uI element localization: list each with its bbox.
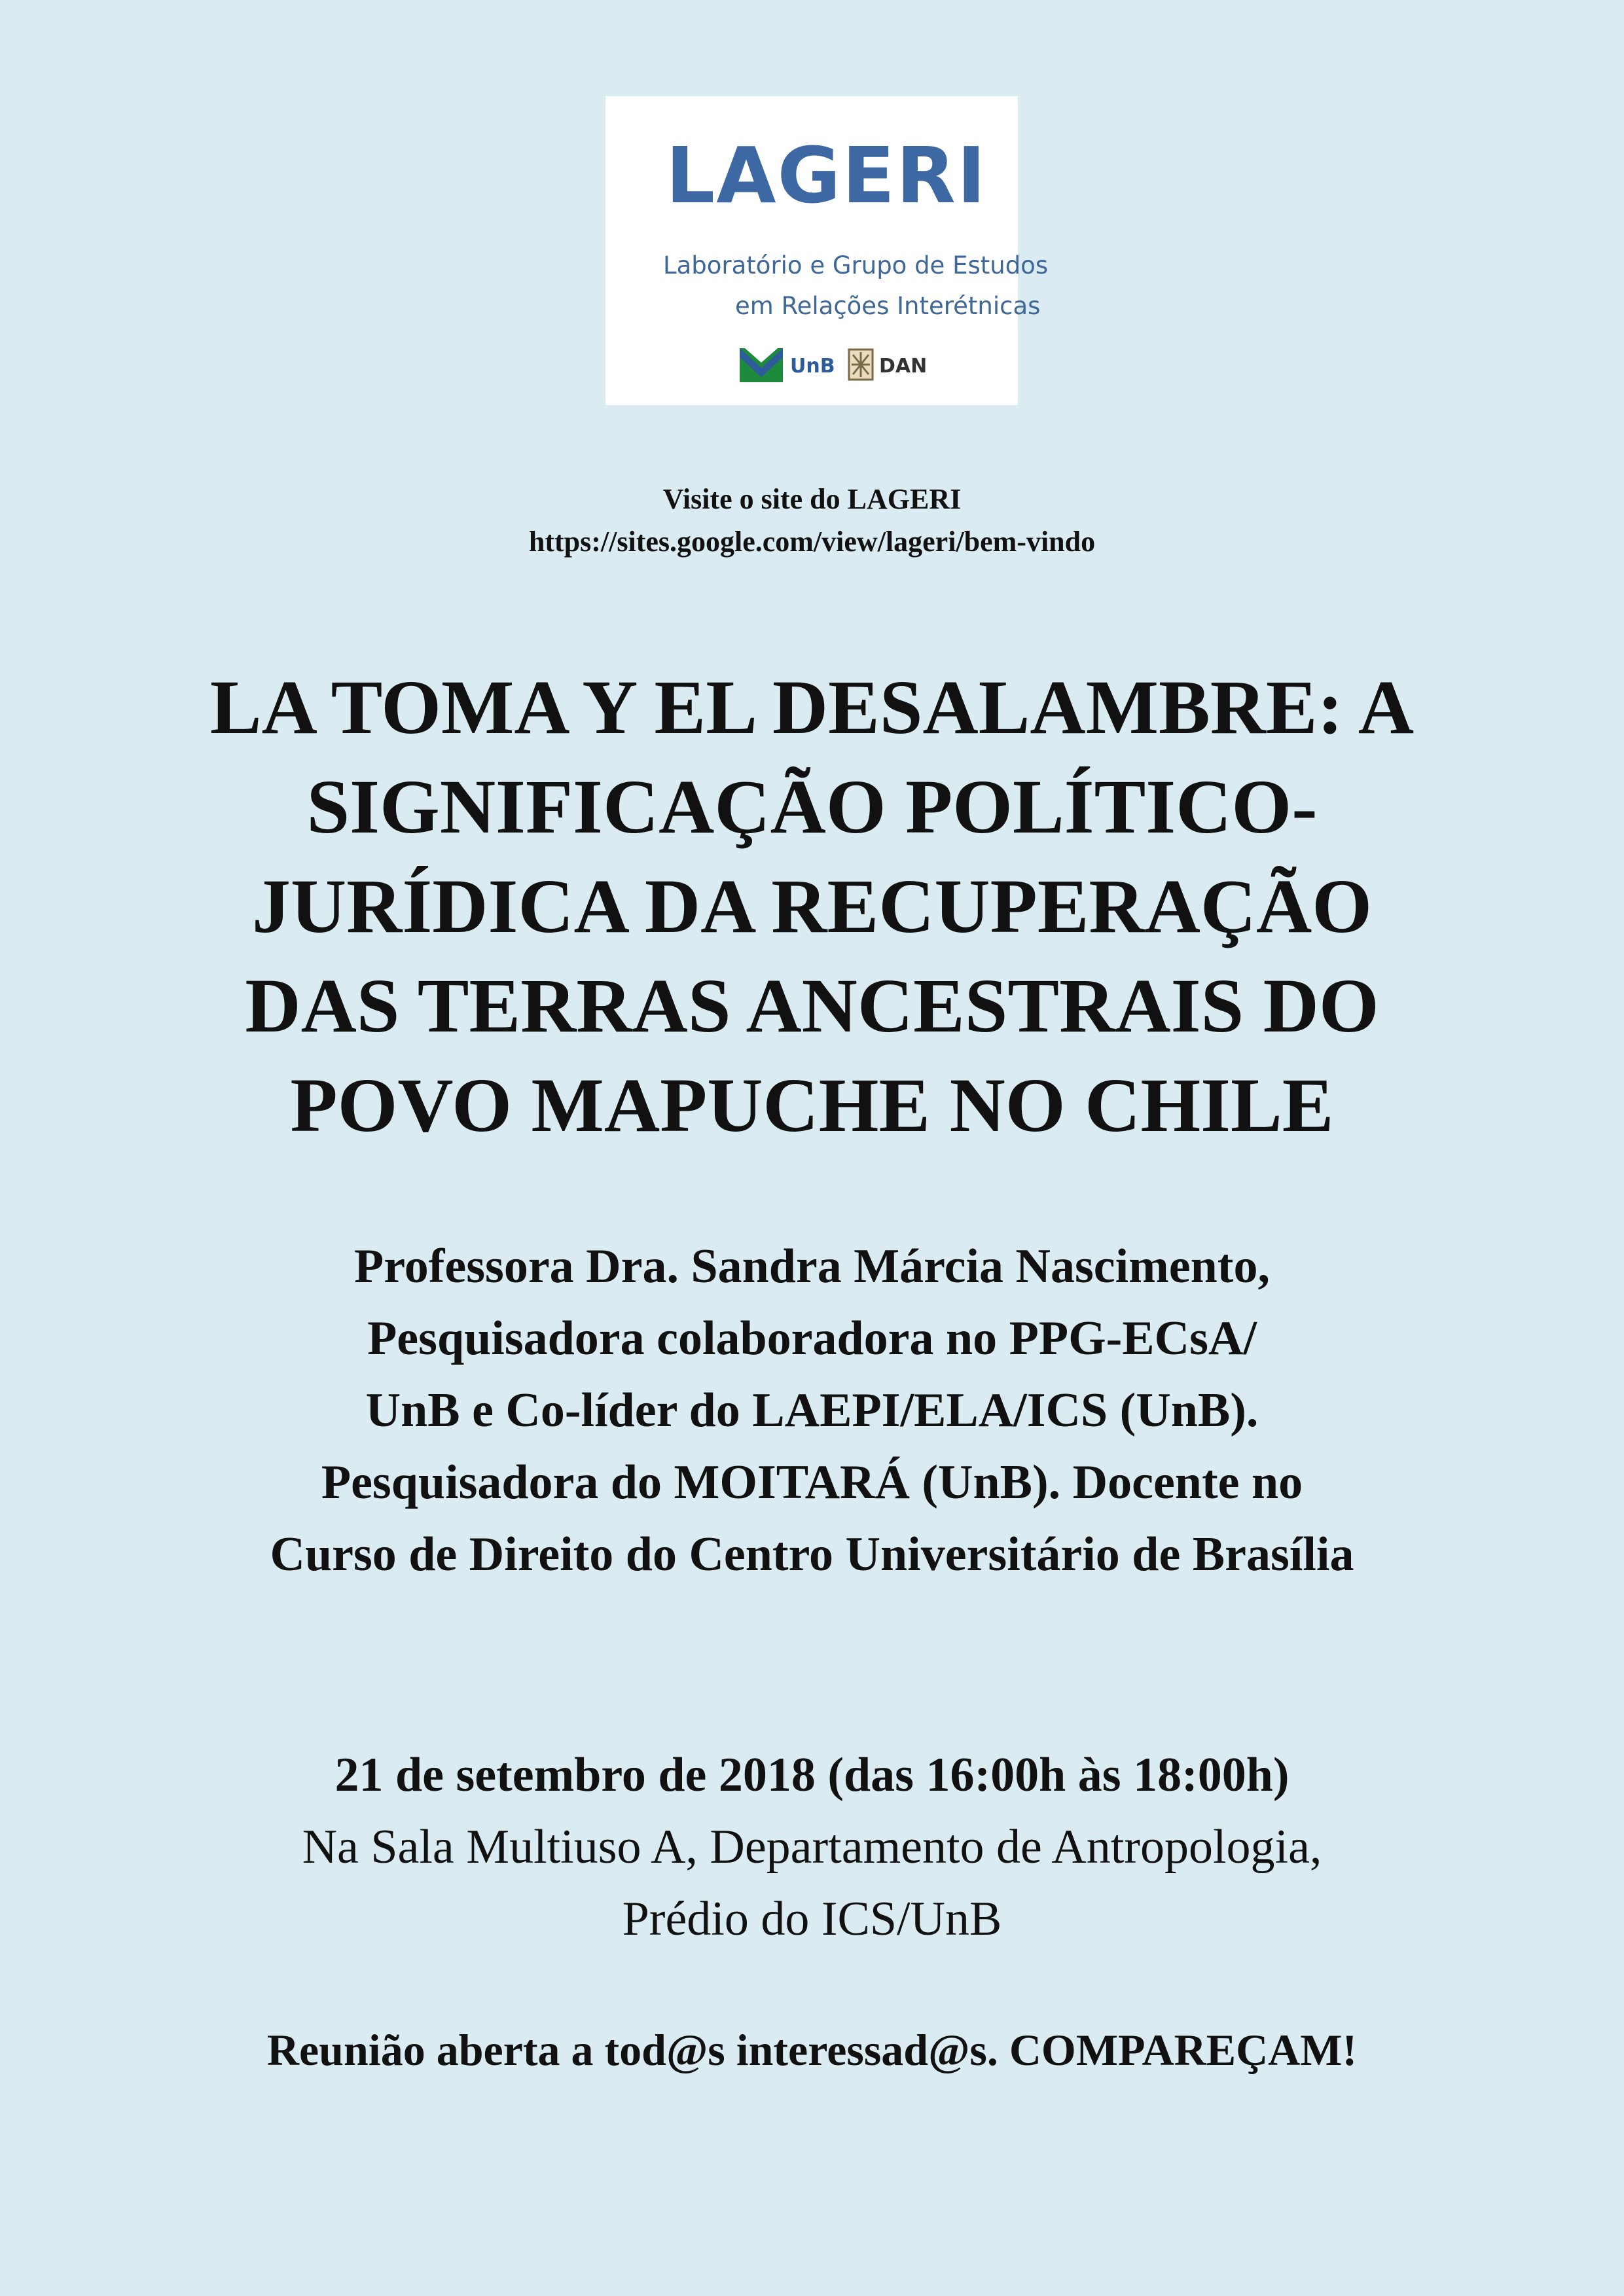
dan-icon bbox=[848, 348, 874, 381]
title-line: JURÍDICA DA RECUPERAÇÃO bbox=[251, 863, 1373, 949]
title-line: LA TOMA Y EL DESALAMBRE: A bbox=[209, 664, 1415, 750]
event-venue bbox=[0, 1811, 1624, 1955]
speaker-line: Pesquisadora colaboradora no PPG-ECsA/ bbox=[367, 1312, 1257, 1365]
site-url-link[interactable]: https://sites.google.com/view/lageri/bem-vindo bbox=[528, 526, 1096, 558]
venue-line: Prédio do ICS/UnB bbox=[622, 1892, 1002, 1946]
logo-subtitle-line2: em Relações Interétnicas bbox=[735, 292, 1041, 320]
speaker-info bbox=[0, 1230, 1624, 1590]
event-date: 21 de setembro de 2018 (das 16:00h às 18:00h) bbox=[334, 1748, 1290, 1802]
venue-line: Na Sala Multiuso A, Departamento de Antropologia, bbox=[302, 1820, 1322, 1874]
event-title bbox=[0, 658, 1624, 1155]
lageri-logo bbox=[605, 96, 1049, 405]
title-line: SIGNIFICAÇÃO POLÍTICO- bbox=[306, 764, 1318, 850]
speaker-line: Pesquisadora do MOITARÁ (UnB). Docente no bbox=[321, 1456, 1303, 1509]
speaker-line: UnB e Co-líder do LAEPI/ELA/ICS (UnB). bbox=[365, 1384, 1259, 1437]
title-line: POVO MAPUCHE NO CHILE bbox=[290, 1062, 1334, 1148]
invitation-text: Reunião aberta a tod@s interessad@s. COMPAREÇAM! bbox=[266, 2025, 1358, 2075]
logo-title: LAGERI bbox=[666, 130, 987, 221]
title-line: DAS TERRAS ANCESTRAIS DO bbox=[245, 963, 1379, 1049]
unb-icon bbox=[740, 348, 783, 382]
speaker-line: Professora Dra. Sandra Márcia Nascimento, bbox=[354, 1240, 1270, 1293]
logo-subtitle-line1: Laboratório e Grupo de Estudos bbox=[663, 251, 1049, 279]
unb-label: UnB bbox=[790, 355, 835, 378]
dan-label: DAN bbox=[879, 355, 928, 378]
site-label: Visite o site do LAGERI bbox=[662, 483, 962, 515]
speaker-line: Curso de Direito do Centro Universitário de Brasília bbox=[270, 1528, 1354, 1581]
